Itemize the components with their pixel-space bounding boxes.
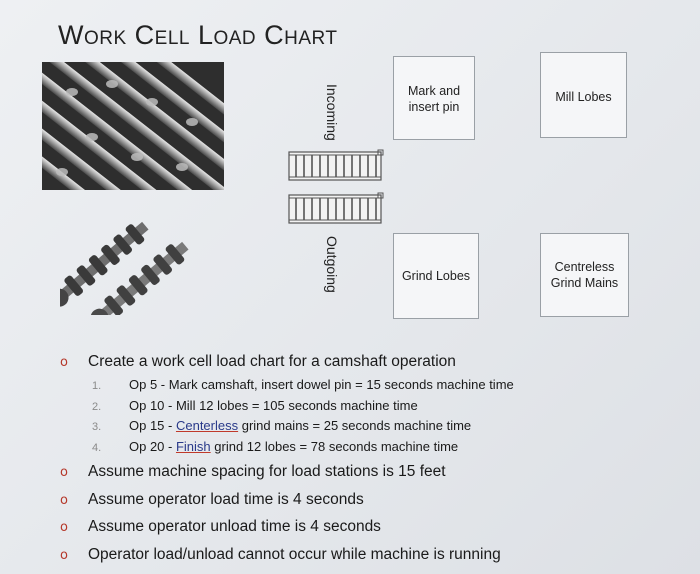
incoming-label: Incoming xyxy=(324,84,340,141)
spellcheck-word: Centerless xyxy=(175,418,239,433)
station-mark-insert-pin xyxy=(393,56,475,140)
station-label: Mill Lobes xyxy=(555,90,612,104)
op-text: Op 10 - Mill 12 lobes = 105 seconds machine time xyxy=(129,397,418,413)
op-text: Op 5 - Mark camshaft, insert dowel pin = 15 seconds machine time xyxy=(129,377,514,392)
list-item xyxy=(88,398,680,419)
outgoing-label: Outgoing xyxy=(324,236,340,293)
list-item xyxy=(60,353,680,377)
bullet-marker: o xyxy=(60,547,68,563)
list-item xyxy=(88,377,680,398)
bullet-text: Assume operator unload time is 4 seconds xyxy=(88,518,381,535)
camshafts-image xyxy=(60,205,210,315)
incoming-conveyor xyxy=(288,149,384,183)
station-label: Centreless Grind Mains xyxy=(550,259,619,290)
bullet-marker: o xyxy=(60,465,68,480)
item-number: 2. xyxy=(92,400,102,413)
list-item xyxy=(60,518,680,546)
list-item xyxy=(88,418,680,439)
station-grind-lobes xyxy=(393,233,479,319)
item-number: 1. xyxy=(92,380,102,392)
spellcheck-word: Finish xyxy=(175,438,211,454)
op-text: Op 15 - Centerless grind mains = 25 seconds machine time xyxy=(129,418,472,433)
bullet-text: Assume operator load time is 4 seconds xyxy=(88,490,364,508)
list-item xyxy=(60,491,680,519)
camshaft-rack-photo xyxy=(42,62,224,190)
station-label: Mark and insert pin xyxy=(407,84,461,115)
list-item xyxy=(60,463,680,491)
station-label: Grind Lobes xyxy=(401,268,471,283)
bullet-text: Operator load/unload cannot occur while machine is running xyxy=(88,545,501,563)
bullet-text: Assume machine spacing for load stations is 15 feet xyxy=(88,463,446,480)
list-item xyxy=(88,439,680,460)
bullet-text: Create a work cell load chart for a camshaft operation xyxy=(88,353,456,370)
operations-list xyxy=(88,377,680,459)
bullet-marker: o xyxy=(60,355,68,370)
instructions-list xyxy=(60,353,680,573)
bullet-marker: o xyxy=(60,492,68,508)
station-mill-lobes xyxy=(540,52,627,138)
item-number: 4. xyxy=(92,441,102,454)
op-text: Op 20 - Finish grind 12 lobes = 78 seconds machine time xyxy=(129,438,459,454)
list-item xyxy=(60,546,680,574)
slide-title: Work Cell Load Chart xyxy=(58,20,338,50)
bullet-marker: o xyxy=(60,520,68,535)
station-centreless-grind-mains xyxy=(540,233,629,317)
item-number: 3. xyxy=(92,421,102,433)
outgoing-conveyor xyxy=(288,192,384,226)
